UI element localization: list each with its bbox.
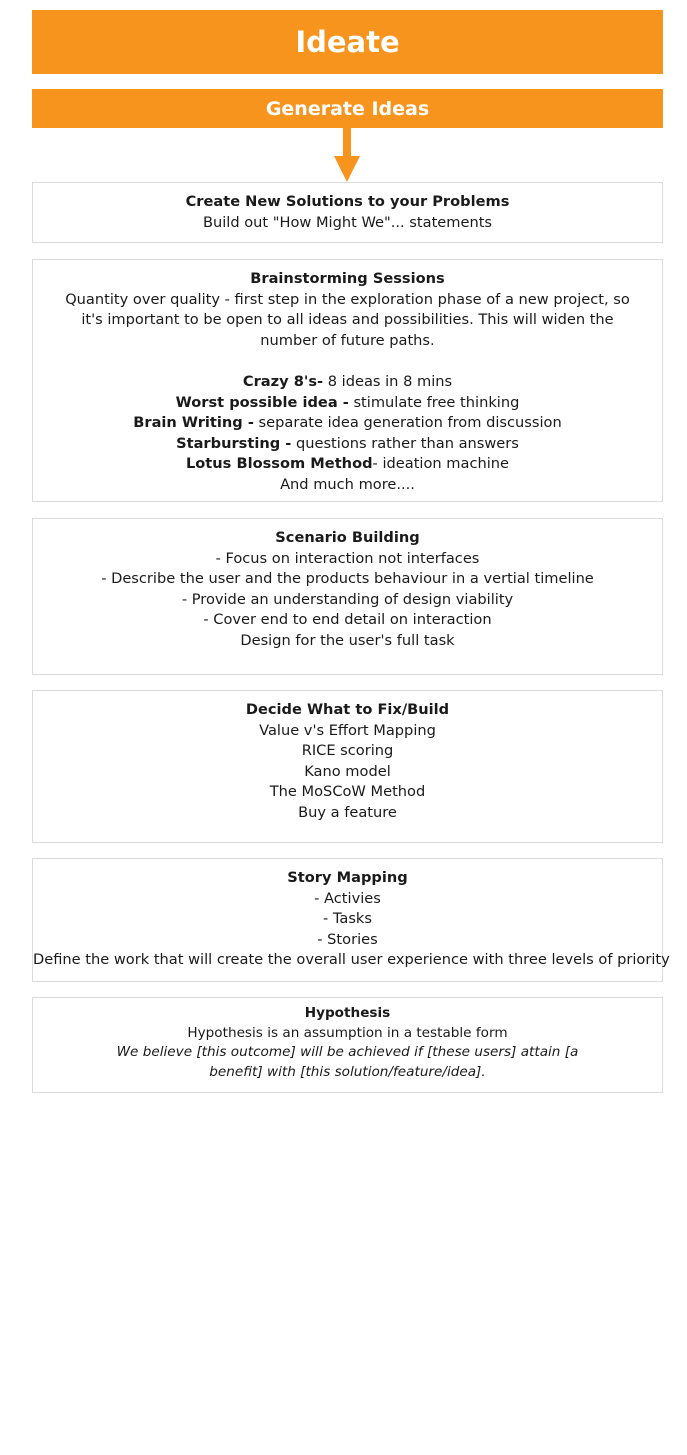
card-line: Design for the user's full task: [240, 631, 455, 649]
method-desc: - ideation machine: [372, 455, 509, 473]
card-line: - Cover end to end detail on interaction: [203, 611, 492, 629]
method-desc: stimulate free thinking: [348, 393, 520, 411]
card-line: Value v's Effort Mapping: [259, 721, 436, 739]
method-name: Brain Writing -: [133, 414, 254, 432]
card-title: Hypothesis: [304, 1005, 391, 1021]
card-line: - Describe the user and the products behaviour in a vertial timeline: [101, 570, 594, 588]
card-line: Hypothesis is an assumption in a testable form: [187, 1024, 508, 1041]
spacer: [33, 351, 662, 372]
card-title: Create New Solutions to your Problems: [185, 193, 510, 210]
down-arrow-icon: [333, 128, 361, 184]
card-title: Brainstorming Sessions: [250, 270, 445, 287]
method-name: Lotus Blossom Method: [185, 455, 373, 473]
card-decide-what-to-build: [32, 690, 663, 843]
method-name: Worst possible idea -: [175, 393, 349, 411]
method-item: [33, 393, 662, 414]
card-line: Define the work that will create the overall user experience with three levels of priority: [33, 951, 670, 969]
card-line: - Tasks: [322, 910, 372, 928]
card-line: - Focus on interaction not interfaces: [215, 549, 480, 567]
method-name: Starbursting -: [176, 434, 292, 452]
ideate-banner: [32, 10, 663, 74]
method-name: Crazy 8's-: [242, 372, 324, 390]
method-desc: separate idea generation from discussion: [253, 414, 562, 432]
card-title: Decide What to Fix/Build: [245, 701, 450, 718]
card-new-solutions: [32, 182, 663, 243]
page-title: Ideate: [295, 25, 400, 59]
method-item: [33, 413, 662, 434]
card-line: - Activies: [314, 889, 381, 907]
card-story-mapping: [32, 858, 670, 982]
card-scenario-building: [32, 518, 663, 675]
card-line: Build out "How Might We"... statements: [202, 213, 493, 231]
card-paragraph: Quantity over quality - first step in the exploration phase of a new project, so it's important to be open to all ideas and possibilities. This will widen the number of future paths.: [65, 290, 630, 349]
card-hypothesis: [32, 997, 663, 1093]
card-line: Kano model: [304, 762, 391, 780]
card-title: Story Mapping: [287, 869, 408, 886]
card-brainstorming: [32, 259, 663, 502]
card-line: Buy a feature: [298, 803, 397, 821]
section-title: Generate Ideas: [265, 97, 430, 120]
card-title: Scenario Building: [275, 529, 420, 546]
generate-ideas-banner: [32, 89, 663, 128]
method-item: [33, 434, 662, 455]
card-line: The MoSCoW Method: [269, 783, 426, 801]
card-line: - Stories: [317, 930, 378, 948]
card-line: And much more....: [280, 475, 415, 493]
method-desc: questions rather than answers: [291, 434, 519, 452]
hypothesis-example: We believe [this outcome] will be achieved if [these users] attain [a benefit] with [this solution/feature/idea].: [116, 1044, 579, 1080]
method-item: [33, 454, 662, 475]
card-line: RICE scoring: [301, 742, 394, 760]
method-item: [33, 372, 662, 393]
method-desc: 8 ideas in 8 mins: [323, 372, 453, 390]
card-line: - Provide an understanding of design viability: [181, 590, 514, 608]
